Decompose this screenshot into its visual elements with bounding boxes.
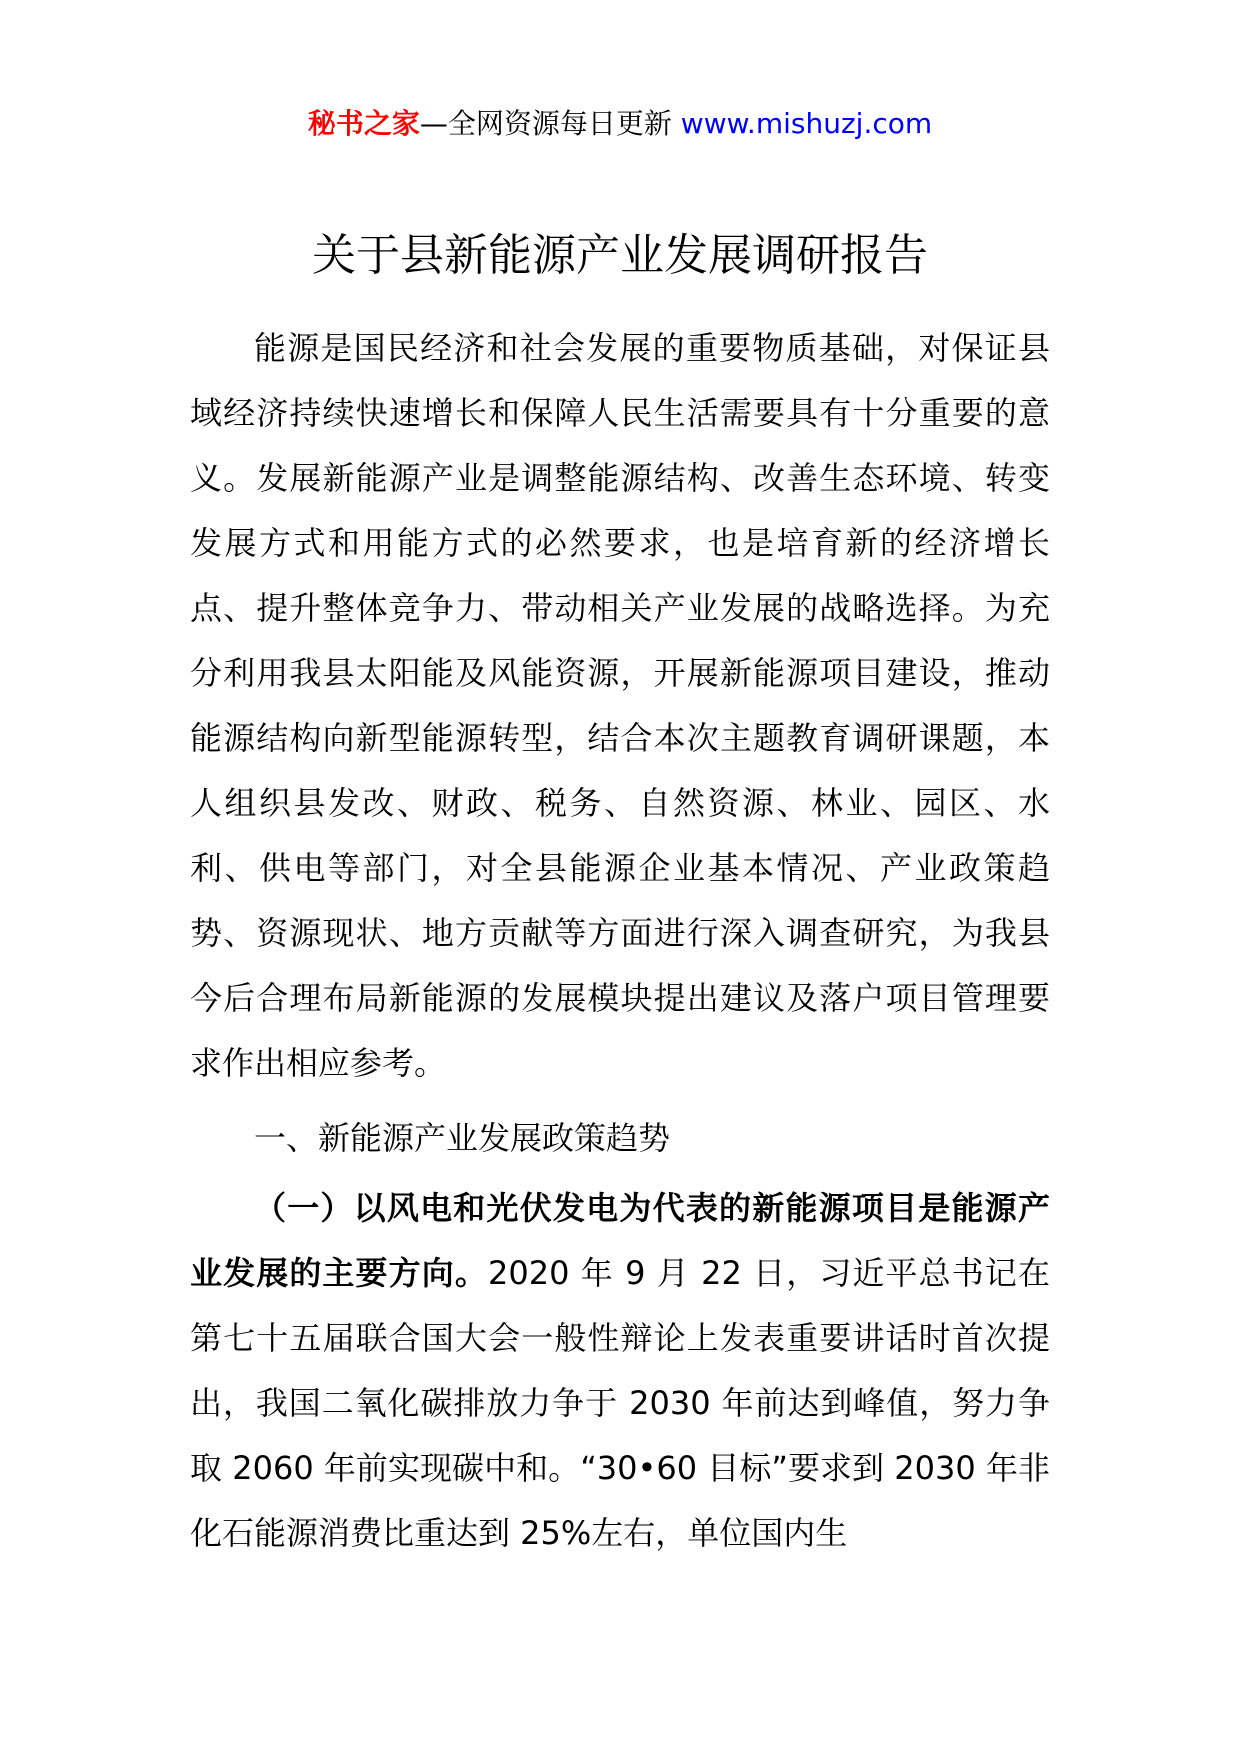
document-title: 关于县新能源产业发展调研报告 [312, 230, 928, 281]
banner-tagline: —全网资源每日更新 [419, 107, 672, 140]
subsection-text: 2020 年 9 月 22 日，习近平总书记在第七十五届联合国大会一般性辩论上发表重要讲话时首次提出，我国二氧化碳排放力争于 2030 年前达到峰值，努力争取 2060 年前实现碳中和。“30•60 目标”要求到 2030 年非化石能源消费比重达到 25%左右，单位国内生 [190, 1254, 1050, 1552]
subsection-paragraph [190, 1176, 1050, 1566]
document-body [190, 316, 1050, 1566]
section-heading: 一、新能源产业发展政策趋势 [254, 1119, 671, 1157]
brand-name: 秘书之家 [307, 107, 420, 140]
header-banner [0, 104, 1240, 144]
website-link[interactable]: www.mishuzj.com [680, 107, 933, 140]
subsection-lead: （一）以风电和光伏发电为代表的新能源项目是能源产业发展的主要方向。 [190, 1189, 1050, 1292]
intro-paragraph: 能源是国民经济和社会发展的重要物质基础，对保证县域经济持续快速增长和保障人民生活需要具有十分重要的意义。发展新能源产业是调整能源结构、改善生态环境、转变发展方式和用能方式的必然要求，也是培育新的经济增长点、提升整体竞争力、带动相关产业发展的战略选择。为充分利用我县太阳能及风能资源，开展新能源项目建设，推动能源结构向新型能源转型，结合本次主题教育调研课题，本人组织县发改、财政、税务、自然资源、林业、园区、水利、供电等部门，对全县能源企业基本情况、产业政策趋势、资源现状、地方贡献等方面进行深入调查研究，为我县今后合理布局新能源的发展模块提出建议及落户项目管理要求作出相应参考。 [190, 329, 1050, 1082]
